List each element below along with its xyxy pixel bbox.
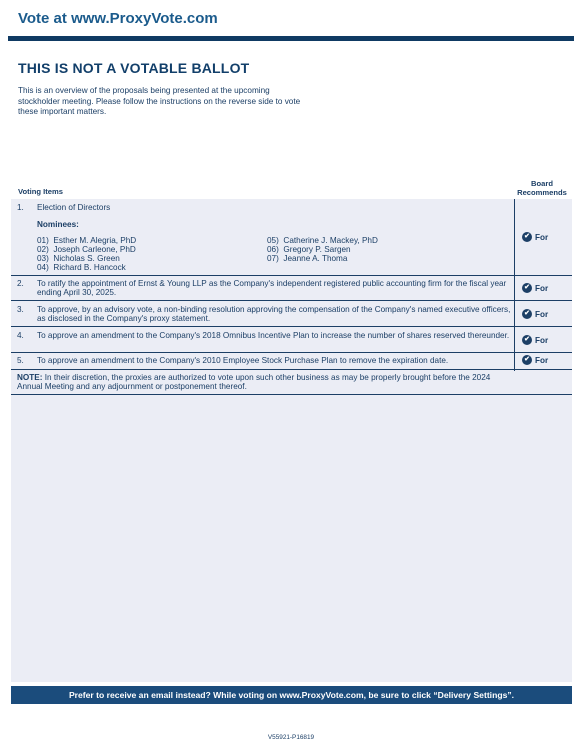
nominee: 05) Catherine J. Mackey, PhD xyxy=(267,236,378,245)
table-row xyxy=(11,301,572,327)
voting-items-label: Voting Items xyxy=(18,187,64,196)
board-recommendation: ✔ For xyxy=(516,232,572,242)
checkmark-icon: ✔ xyxy=(522,355,532,365)
note-row xyxy=(11,370,572,395)
note-text: NOTE: In their discretion, the proxies are authorized to vote upon such other business as may be properly brought before the 2024 Annual Meeting and any adjournment or postponement thereof. xyxy=(17,373,491,391)
table-row xyxy=(11,276,572,301)
nominee: 06) Gregory P. Sargen xyxy=(267,245,351,254)
item-number: 4. xyxy=(17,331,24,340)
item-text: To ratify the appointment of Ernst & Young LLP as the Company's independent registered public accounting firm for the fiscal year ending April 30, 2025. xyxy=(37,279,507,297)
item-text: To approve, by an advisory vote, a non-binding resolution approving the compensation of the Company's named executive officers, as disclosed in the Company's proxy statement. xyxy=(37,305,511,323)
nominee: 03) Nicholas S. Green xyxy=(37,254,120,263)
board-label-line2: Recommends xyxy=(517,188,567,197)
table-row xyxy=(11,199,572,276)
nominee: 04) Richard B. Hancock xyxy=(37,263,126,272)
item-number: 1. xyxy=(17,203,24,212)
page-title: THIS IS NOT A VOTABLE BALLOT xyxy=(18,60,250,76)
item-text: To approve an amendment to the Company's 2010 Employee Stock Purchase Plan to remove the expiration date. xyxy=(37,356,449,365)
nominee: 07) Jeanne A. Thoma xyxy=(267,254,348,263)
voting-items-table xyxy=(11,199,572,395)
checkmark-icon: ✔ xyxy=(522,309,532,319)
checkmark-icon: ✔ xyxy=(522,335,532,345)
delivery-settings-banner: Prefer to receive an email instead? While voting on www.ProxyVote.com, be sure to click “Delivery Settings”. xyxy=(11,686,572,704)
nominee: 01) Esther M. Alegria, PhD xyxy=(37,236,137,245)
board-recommendation: ✔ For xyxy=(516,355,572,365)
table-row xyxy=(11,327,572,353)
header-rule xyxy=(8,36,574,41)
item-number: 3. xyxy=(17,305,24,314)
document-code: V55921-P16819 xyxy=(267,734,315,741)
item-number: 2. xyxy=(17,279,24,288)
table-row xyxy=(11,353,572,370)
nominees-label: Nominees: xyxy=(37,220,79,229)
item-text: Election of Directors xyxy=(37,203,111,212)
checkmark-icon: ✔ xyxy=(522,232,532,242)
checkmark-icon: ✔ xyxy=(522,283,532,293)
board-recommendation: ✔ For xyxy=(516,309,572,319)
board-label-line1: Board xyxy=(531,179,553,188)
proxyvote-link[interactable]: Vote at www.ProxyVote.com xyxy=(18,10,218,27)
item-text: To approve an amendment to the Company's 2018 Omnibus Incentive Plan to increase the number of shares reserved thereunder. xyxy=(37,331,510,340)
board-recommendation: ✔ For xyxy=(516,283,572,293)
board-recommends-label xyxy=(512,179,572,197)
item-number: 5. xyxy=(17,356,24,365)
nominee: 02) Joseph Carleone, PhD xyxy=(37,245,136,254)
board-recommendation: ✔ For xyxy=(516,335,572,345)
recommendation-column-divider xyxy=(514,199,515,371)
intro-text: This is an overview of the proposals being presented at the upcoming stockholder meeting. Please follow the instructions on the reverse side to vote these important matters. xyxy=(18,86,301,116)
